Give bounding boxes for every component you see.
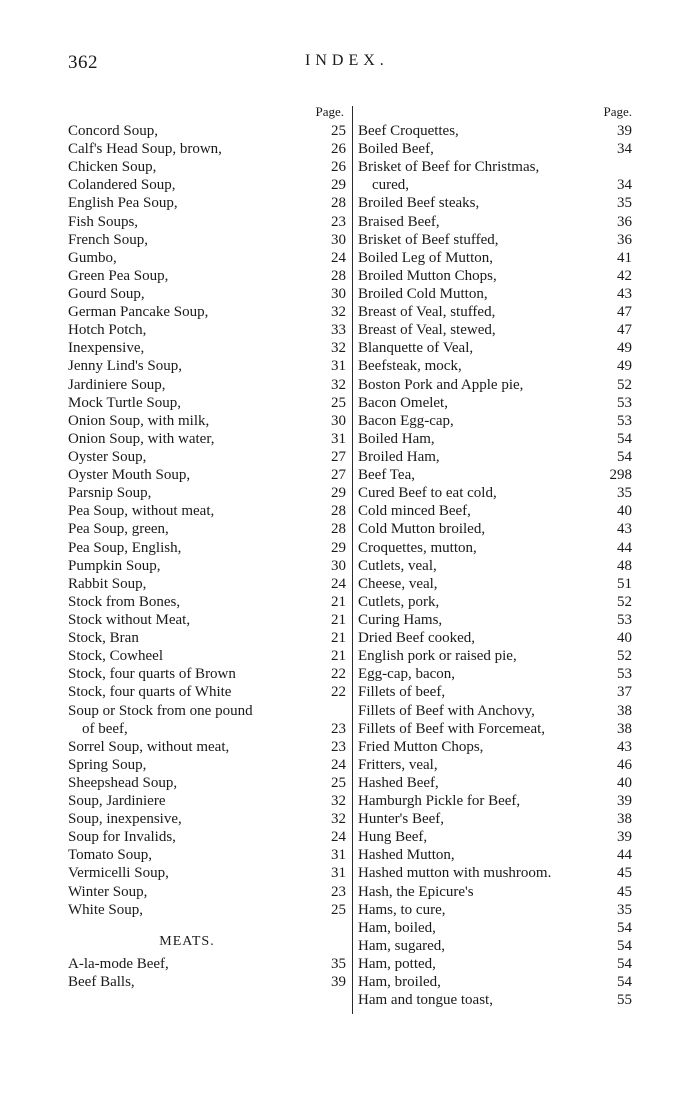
entry-name: Winter Soup, <box>68 883 148 900</box>
entry-name: Stock without Meat, <box>68 611 191 628</box>
index-entry <box>358 394 632 412</box>
entry-page-number: 28 <box>331 521 346 538</box>
entry-page-number: 29 <box>331 177 346 194</box>
index-entry <box>68 828 346 846</box>
entry-page-number: 54 <box>617 956 632 973</box>
entry-page-number: 21 <box>331 630 346 647</box>
entry-name: Hash, the Epicure's <box>358 883 474 900</box>
index-entry <box>358 412 632 430</box>
entry-name: Curing Hams, <box>358 611 443 628</box>
index-entry <box>68 901 346 919</box>
entry-page-number: 32 <box>331 340 346 357</box>
index-entry <box>358 520 632 538</box>
entry-name: Fillets of Beef with Anchovy, <box>358 702 535 719</box>
entry-page-number: 30 <box>331 231 346 248</box>
index-entry <box>68 394 346 412</box>
entry-name: Boiled Beef, <box>358 141 434 158</box>
soup-entries <box>68 122 346 919</box>
index-entry <box>68 484 346 502</box>
section-spacer <box>68 919 346 929</box>
entry-name: Ham and tongue toast, <box>358 992 493 1009</box>
entry-page-number: 33 <box>331 322 346 339</box>
entry-name: Ham, sugared, <box>358 937 446 954</box>
entry-page-number: 44 <box>617 847 632 864</box>
index-entry <box>68 611 346 629</box>
entry-page-number: 25 <box>331 774 346 791</box>
entry-page-number: 32 <box>331 304 346 321</box>
entry-page-number: 25 <box>331 394 346 411</box>
entry-page-number: 38 <box>617 720 632 737</box>
entry-page-number: 42 <box>617 267 632 284</box>
entry-page-number: 34 <box>617 177 632 194</box>
entry-name: Soup for Invalids, <box>68 829 176 846</box>
index-entry <box>68 194 346 212</box>
entry-page-number: 54 <box>617 919 632 936</box>
index-entry <box>358 611 632 629</box>
index-entry <box>358 901 632 919</box>
entry-name: Bacon Egg-cap, <box>358 412 454 429</box>
entry-page-number: 28 <box>331 195 346 212</box>
entry-page-number: 26 <box>331 141 346 158</box>
entry-name: Cured Beef to eat cold, <box>358 485 497 502</box>
entry-name: Cutlets, pork, <box>358 593 440 610</box>
entry-page-number: 39 <box>617 829 632 846</box>
index-entry <box>358 466 632 484</box>
entry-page-number: 21 <box>331 593 346 610</box>
index-entry <box>68 412 346 430</box>
meat-entries <box>68 955 346 991</box>
entry-name: Ham, broiled, <box>358 974 441 991</box>
entry-name: Beefsteak, mock, <box>358 358 462 375</box>
entry-page-number: 38 <box>617 702 632 719</box>
index-entry <box>358 430 632 448</box>
index-entry <box>358 738 632 756</box>
entry-page-number: 32 <box>331 811 346 828</box>
entry-name: Cheese, veal, <box>358 575 438 592</box>
entry-name: Broiled Ham, <box>358 448 440 465</box>
entry-page-number: 45 <box>617 883 632 900</box>
entry-page-number: 35 <box>617 485 632 502</box>
index-entry <box>358 702 632 720</box>
entry-name: Hashed Beef, <box>358 774 439 791</box>
entry-name: Stock, Bran <box>68 630 139 647</box>
entry-name: Pea Soup, without meat, <box>68 503 215 520</box>
entry-name: Stock, four quarts of White <box>68 684 232 701</box>
entry-page-number: 29 <box>331 485 346 502</box>
entry-name: Stock, Cowheel <box>68 648 163 665</box>
entry-page-number: 40 <box>617 503 632 520</box>
entry-name: Breast of Veal, stuffed, <box>358 304 496 321</box>
index-entry <box>358 339 632 357</box>
entry-name: Hams, to cure, <box>358 901 446 918</box>
index-entry <box>68 376 346 394</box>
entry-name: Cold minced Beef, <box>358 503 471 520</box>
entry-name: Beef Tea, <box>358 467 415 484</box>
entry-page-number: 25 <box>331 123 346 139</box>
entry-page-number: 43 <box>617 285 632 302</box>
entry-name: Stock from Bones, <box>68 593 181 610</box>
entry-page-number: 40 <box>617 774 632 791</box>
entry-name: A-la-mode Beef, <box>68 955 169 972</box>
entry-name: Soup, Jardiniere <box>68 793 166 810</box>
index-entry <box>68 520 346 538</box>
index-entry <box>358 484 632 502</box>
entry-name: Bacon Omelet, <box>358 394 448 411</box>
entry-page-number: 53 <box>617 394 632 411</box>
entry-name: Onion Soup, with milk, <box>68 412 210 429</box>
index-entry <box>68 792 346 810</box>
entry-name: Fritters, veal, <box>358 756 438 773</box>
entry-name: Cold Mutton broiled, <box>358 521 486 538</box>
index-entry <box>358 122 632 140</box>
index-entry <box>68 231 346 249</box>
index-entry <box>68 430 346 448</box>
index-entry <box>68 720 346 738</box>
entry-page-number: 23 <box>331 720 346 737</box>
index-entry <box>358 502 632 520</box>
entry-page-number: 24 <box>331 575 346 592</box>
index-entry <box>358 303 632 321</box>
entry-page-number: 36 <box>617 231 632 248</box>
entry-name: Pumpkin Soup, <box>68 557 161 574</box>
index-entry <box>358 140 632 158</box>
entry-page-number: 27 <box>331 448 346 465</box>
index-entry <box>68 629 346 647</box>
entry-page-number: 52 <box>617 376 632 393</box>
entry-name: Fried Mutton Chops, <box>358 738 484 755</box>
entry-page-number: 49 <box>617 358 632 375</box>
entry-page-number: 43 <box>617 521 632 538</box>
entry-name: Broiled Mutton Chops, <box>358 267 497 284</box>
entry-name: Boston Pork and Apple pie, <box>358 376 524 393</box>
index-entry <box>68 448 346 466</box>
index-entry <box>358 267 632 285</box>
index-entry <box>358 683 632 701</box>
entry-name: Brisket of Beef stuffed, <box>358 231 499 248</box>
entry-name: Vermicelli Soup, <box>68 865 169 882</box>
index-entry <box>68 502 346 520</box>
entry-name: Rabbit Soup, <box>68 575 147 592</box>
entry-name: Oyster Mouth Soup, <box>68 467 191 484</box>
entry-page-number: 53 <box>617 412 632 429</box>
entry-page-number: 49 <box>617 340 632 357</box>
index-entry <box>68 738 346 756</box>
entry-page-number: 31 <box>331 865 346 882</box>
index-entry <box>68 140 346 158</box>
index-entry <box>68 158 346 176</box>
entry-name: Boiled Ham, <box>358 430 435 447</box>
index-entry <box>68 665 346 683</box>
index-entry <box>68 122 346 140</box>
index-entry <box>68 339 346 357</box>
index-entry <box>358 194 632 212</box>
index-entry <box>358 955 632 973</box>
index-entry <box>358 665 632 683</box>
index-entry <box>68 973 346 991</box>
entry-page-number: 52 <box>617 593 632 610</box>
entry-page-number: 24 <box>331 249 346 266</box>
entry-name: Brisket of Beef for Christmas, <box>358 159 540 176</box>
entry-name: French Soup, <box>68 231 148 248</box>
index-entry <box>358 919 632 937</box>
page-heading: INDEX. <box>305 52 389 69</box>
entry-name: Broiled Beef steaks, <box>358 195 480 212</box>
right-index-column <box>358 104 632 1009</box>
index-entry <box>358 883 632 901</box>
entry-page-number: 54 <box>617 937 632 954</box>
index-entry <box>68 285 346 303</box>
entry-page-number: 54 <box>617 448 632 465</box>
entry-name: Tomato Soup, <box>68 847 152 864</box>
entry-page-number: 34 <box>617 141 632 158</box>
entry-name: of beef, <box>82 720 128 737</box>
index-entry <box>68 557 346 575</box>
entry-page-number: 54 <box>617 974 632 991</box>
index-entry <box>68 593 346 611</box>
entry-name: Colandered Soup, <box>68 177 176 194</box>
index-entry <box>68 810 346 828</box>
index-entry <box>358 937 632 955</box>
index-entry <box>68 883 346 901</box>
index-entry <box>68 321 346 339</box>
entry-page-number: 298 <box>609 467 632 484</box>
entry-page-number: 27 <box>331 467 346 484</box>
entry-page-number: 21 <box>331 611 346 628</box>
entry-name: Egg-cap, bacon, <box>358 666 456 683</box>
entry-page-number: 39 <box>617 123 632 139</box>
entry-name: Gourd Soup, <box>68 285 145 302</box>
entry-name: White Soup, <box>68 901 143 918</box>
entry-page-number: 47 <box>617 304 632 321</box>
index-entry <box>358 792 632 810</box>
entry-page-number: 41 <box>617 249 632 266</box>
entry-page-number: 51 <box>617 575 632 592</box>
entry-page-number: 52 <box>617 648 632 665</box>
index-entry <box>358 991 632 1009</box>
entry-page-number: 23 <box>331 883 346 900</box>
entry-name: Mock Turtle Soup, <box>68 394 181 411</box>
entry-name: Inexpensive, <box>68 340 145 357</box>
entry-name: Fillets of beef, <box>358 684 446 701</box>
entry-name: Ham, boiled, <box>358 919 436 936</box>
entry-page-number: 22 <box>331 666 346 683</box>
entry-name: Hunter's Beef, <box>358 811 445 828</box>
entry-page-number <box>316 702 346 720</box>
entry-name: Sorrel Soup, without meat, <box>68 738 230 755</box>
index-entry <box>358 539 632 557</box>
index-entry <box>68 702 346 720</box>
entry-page-number: 31 <box>331 358 346 375</box>
page-column-label: Page. <box>315 104 344 119</box>
entry-page-number: 32 <box>331 376 346 393</box>
entry-page-number: 25 <box>331 901 346 918</box>
index-entry <box>358 774 632 792</box>
entry-name: Soup or Stock from one pound <box>68 702 253 719</box>
index-entry <box>68 249 346 267</box>
index-entry <box>358 575 632 593</box>
index-entry <box>358 448 632 466</box>
entry-name: Onion Soup, with water, <box>68 430 215 447</box>
index-entry <box>358 647 632 665</box>
entry-page-number: 53 <box>617 611 632 628</box>
entry-page-number: 30 <box>331 285 346 302</box>
index-entry <box>358 557 632 575</box>
index-entry <box>358 720 632 738</box>
entry-name: Hashed mutton with mushroom. <box>358 865 552 882</box>
entry-name: Braised Beef, <box>358 213 440 230</box>
index-entry <box>358 176 632 194</box>
index-entry <box>358 756 632 774</box>
page-column-label: Page. <box>603 104 632 119</box>
index-entry <box>68 176 346 194</box>
page-number: 362 <box>68 52 98 73</box>
entry-page-number: 46 <box>617 756 632 773</box>
entry-page-number: 24 <box>331 829 346 846</box>
index-entry <box>68 756 346 774</box>
entry-name: Oyster Soup, <box>68 448 147 465</box>
entry-name: Jardiniere Soup, <box>68 376 166 393</box>
column-divider <box>352 106 353 1014</box>
entry-name: Soup, inexpensive, <box>68 811 182 828</box>
entry-page-number: 35 <box>331 955 346 972</box>
entry-page-number: 37 <box>617 684 632 701</box>
entry-page-number: 32 <box>331 793 346 810</box>
index-entry <box>358 249 632 267</box>
index-entry <box>358 828 632 846</box>
entry-page-number: 53 <box>617 666 632 683</box>
index-entry <box>358 810 632 828</box>
entry-name: Hotch Potch, <box>68 322 147 339</box>
entry-name: German Pancake Soup, <box>68 304 209 321</box>
entry-name: Fish Soups, <box>68 213 139 230</box>
entry-name: Beef Balls, <box>68 973 135 990</box>
index-entry <box>68 955 346 973</box>
entry-name: cured, <box>372 177 410 194</box>
entry-name: English pork or raised pie, <box>358 648 517 665</box>
entry-name: Croquettes, mutton, <box>358 539 477 556</box>
entry-page-number: 36 <box>617 213 632 230</box>
entry-name: Gumbo, <box>68 249 117 266</box>
entry-name: Chicken Soup, <box>68 159 157 176</box>
index-entry <box>358 357 632 375</box>
meat-entries-continued <box>358 122 632 1009</box>
index-entry <box>68 647 346 665</box>
entry-page-number: 28 <box>331 503 346 520</box>
index-entry <box>358 846 632 864</box>
index-entry <box>68 539 346 557</box>
entry-name: Ham, potted, <box>358 956 436 973</box>
entry-page-number <box>602 158 632 176</box>
index-entry <box>68 357 346 375</box>
entry-page-number: 40 <box>617 630 632 647</box>
index-entry <box>68 683 346 701</box>
index-entry <box>358 376 632 394</box>
entry-page-number: 29 <box>331 539 346 556</box>
entry-name: Broiled Cold Mutton, <box>358 285 488 302</box>
entry-page-number: 30 <box>331 557 346 574</box>
entry-page-number: 55 <box>617 992 632 1009</box>
entry-name: Blanquette of Veal, <box>358 340 474 357</box>
entry-name: Dried Beef cooked, <box>358 630 476 647</box>
entry-name: Hashed Mutton, <box>358 847 455 864</box>
entry-name: Stock, four quarts of Brown <box>68 666 236 683</box>
entry-page-number: 30 <box>331 412 346 429</box>
entry-name: Jenny Lind's Soup, <box>68 358 182 375</box>
index-entry <box>68 575 346 593</box>
index-entry <box>358 593 632 611</box>
entry-page-number: 48 <box>617 557 632 574</box>
index-entry <box>68 864 346 882</box>
index-entry <box>358 973 632 991</box>
entry-page-number: 54 <box>617 430 632 447</box>
entry-page-number: 24 <box>331 756 346 773</box>
entry-name: Breast of Veal, stewed, <box>358 322 496 339</box>
entry-name: Boiled Leg of Mutton, <box>358 249 493 266</box>
left-index-column <box>68 104 346 991</box>
entry-page-number: 43 <box>617 738 632 755</box>
entry-page-number: 31 <box>331 847 346 864</box>
entry-page-number: 39 <box>617 793 632 810</box>
entry-name: Hung Beef, <box>358 829 428 846</box>
entry-page-number: 35 <box>617 195 632 212</box>
index-entry <box>68 267 346 285</box>
index-entry <box>358 864 632 882</box>
index-entry <box>68 466 346 484</box>
index-entry <box>358 231 632 249</box>
entry-page-number: 45 <box>617 865 632 882</box>
entry-name: Green Pea Soup, <box>68 267 169 284</box>
entry-name: Pea Soup, green, <box>68 521 169 538</box>
entry-name: Fillets of Beef with Forcemeat, <box>358 720 546 737</box>
entry-page-number: 47 <box>617 322 632 339</box>
entry-name: Concord Soup, <box>68 123 158 139</box>
entry-name: Beef Croquettes, <box>358 123 459 139</box>
entry-page-number: 21 <box>331 648 346 665</box>
entry-name: Pea Soup, English, <box>68 539 182 556</box>
entry-page-number: 39 <box>331 973 346 990</box>
entry-name: Cutlets, veal, <box>358 557 437 574</box>
entry-page-number: 22 <box>331 684 346 701</box>
entry-page-number: 35 <box>617 901 632 918</box>
entry-name: Parsnip Soup, <box>68 485 152 502</box>
entry-name: Hamburgh Pickle for Beef, <box>358 793 521 810</box>
index-entry <box>68 303 346 321</box>
entry-page-number: 23 <box>331 213 346 230</box>
index-entry <box>358 321 632 339</box>
index-entry <box>358 629 632 647</box>
section-heading-meats: MEATS. <box>159 933 215 949</box>
entry-page-number: 28 <box>331 267 346 284</box>
entry-name: Spring Soup, <box>68 756 147 773</box>
index-entry <box>358 213 632 231</box>
index-entry <box>358 285 632 303</box>
entry-name: Sheepshead Soup, <box>68 774 178 791</box>
index-entry <box>68 846 346 864</box>
entry-page-number: 38 <box>617 811 632 828</box>
entry-page-number: 23 <box>331 738 346 755</box>
index-entry <box>358 158 632 176</box>
entry-page-number: 44 <box>617 539 632 556</box>
entry-page-number: 31 <box>331 430 346 447</box>
index-entry <box>68 774 346 792</box>
index-entry <box>68 213 346 231</box>
entry-name: Calf's Head Soup, brown, <box>68 141 222 158</box>
entry-name: English Pea Soup, <box>68 195 178 212</box>
entry-page-number: 26 <box>331 159 346 176</box>
